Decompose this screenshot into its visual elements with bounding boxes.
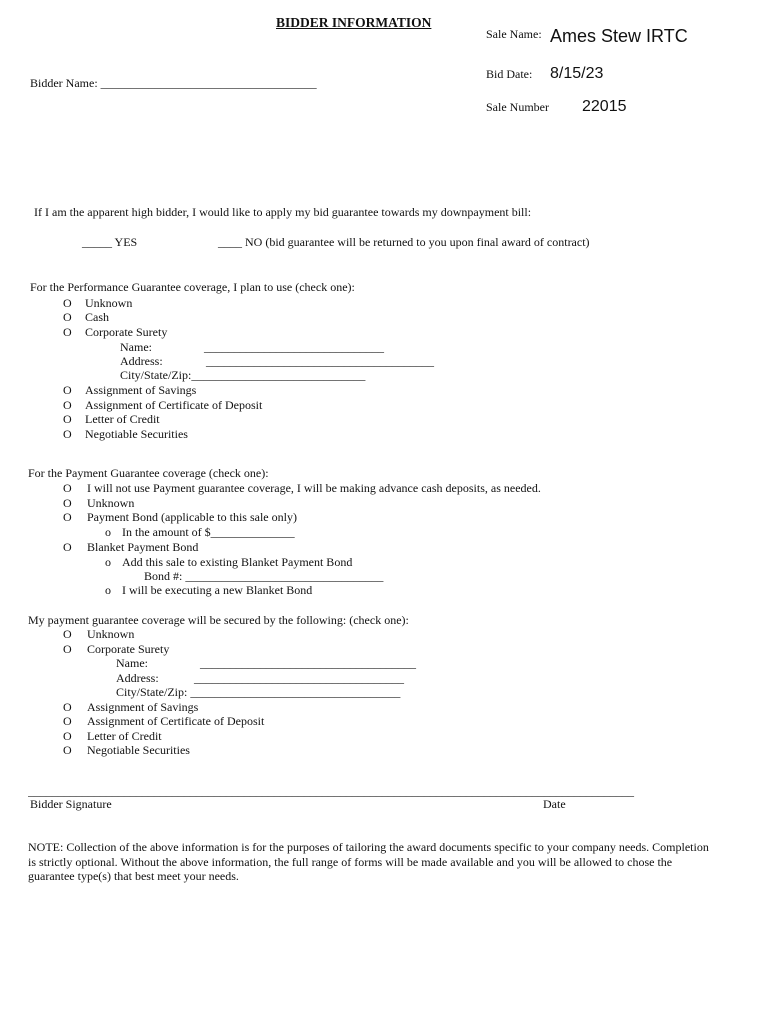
option-bullet: O xyxy=(63,714,72,728)
payment-option-unknown: Unknown xyxy=(87,496,135,510)
option-bullet: O xyxy=(63,296,72,310)
sale-number-value: 22015 xyxy=(582,98,627,115)
performance-option-negotiable: Negotiable Securities xyxy=(85,427,188,441)
payment-option-blanket: Blanket Payment Bond xyxy=(87,540,199,554)
performance-option-cd: Assignment of Certificate of Deposit xyxy=(85,398,263,412)
performance-option-loc: Letter of Credit xyxy=(85,412,160,426)
performance-option-savings: Assignment of Savings xyxy=(85,383,197,397)
option-bullet: O xyxy=(63,627,72,641)
performance-option-surety: Corporate Surety xyxy=(85,325,168,339)
payment-option-no-use: I will not use Payment guarantee coverage, I will be making advance cash deposits, as needed. xyxy=(87,481,541,495)
bid-guarantee-question: If I am the apparent high bidder, I would like to apply my bid guarantee towards my downpayment bill: xyxy=(34,205,532,219)
sub-bullet: o xyxy=(105,525,111,539)
bid-date-value: 8/15/23 xyxy=(550,65,604,82)
bid-guarantee-no: ____ NO (bid guarantee will be returned to you upon final award of contract) xyxy=(218,235,590,249)
page-title: BIDDER INFORMATION xyxy=(276,15,432,30)
option-bullet: O xyxy=(63,700,72,714)
signature-label: Bidder Signature xyxy=(30,797,112,811)
secured-option-cd: Assignment of Certificate of Deposit xyxy=(87,714,265,728)
option-bullet: O xyxy=(63,743,72,757)
option-bullet: O xyxy=(63,427,72,441)
option-bullet: O xyxy=(63,642,72,656)
secured-surety-name-label: Name: xyxy=(116,656,148,670)
option-bullet: O xyxy=(63,412,72,426)
secured-heading: My payment guarantee coverage will be secured by the following: (check one): xyxy=(28,613,409,627)
secured-surety-address-line: ___________________________________ xyxy=(194,671,404,685)
option-bullet: O xyxy=(63,481,72,495)
payment-bond-amount: In the amount of $______________ xyxy=(122,525,295,539)
option-bullet: O xyxy=(63,325,72,339)
option-bullet: O xyxy=(63,398,72,412)
sub-bullet: o xyxy=(105,583,111,597)
date-label: Date xyxy=(543,797,566,811)
bid-date-label: Bid Date: xyxy=(486,67,533,81)
sub-bullet: o xyxy=(105,555,111,569)
secured-surety-name-line: ____________________________________ xyxy=(200,656,416,670)
signature-line: _____________________________________________________________________________________________________ xyxy=(28,784,634,798)
payment-heading: For the Payment Guarantee coverage (check one): xyxy=(28,466,269,480)
secured-surety-city: City/State/Zip: ___________________________________ xyxy=(116,685,401,699)
sale-number-label: Sale Number xyxy=(486,100,549,114)
secured-option-negotiable: Negotiable Securities xyxy=(87,743,190,757)
secured-surety-address-label: Address: xyxy=(116,671,159,685)
performance-option-unknown: Unknown xyxy=(85,296,133,310)
option-bullet: O xyxy=(63,540,72,554)
sale-name-label: Sale Name: xyxy=(486,27,542,41)
secured-option-loc: Letter of Credit xyxy=(87,729,162,743)
payment-blanket-bond-number: Bond #: _________________________________ xyxy=(144,569,384,583)
performance-heading: For the Performance Guarantee coverage, I plan to use (check one): xyxy=(30,280,355,294)
option-bullet: O xyxy=(63,729,72,743)
option-bullet: O xyxy=(63,496,72,510)
sale-name-value: Ames Stew IRTC xyxy=(550,26,688,46)
bid-guarantee-yes: _____ YES xyxy=(82,235,138,249)
option-bullet: O xyxy=(63,510,72,524)
performance-surety-address-label: Address: xyxy=(120,354,163,368)
performance-surety-address-line: ______________________________________ xyxy=(206,354,434,368)
option-bullet: O xyxy=(63,310,72,324)
payment-blanket-add-existing: Add this sale to existing Blanket Payment Bond xyxy=(122,555,353,569)
bidder-name-field: Bidder Name: ____________________________________ xyxy=(30,76,317,90)
secured-option-surety: Corporate Surety xyxy=(87,642,170,656)
performance-surety-name-label: Name: xyxy=(120,340,152,354)
performance-surety-city: City/State/Zip:_____________________________ xyxy=(120,368,366,382)
payment-blanket-new: I will be executing a new Blanket Bond xyxy=(122,583,313,597)
secured-option-savings: Assignment of Savings xyxy=(87,700,199,714)
option-bullet: O xyxy=(63,383,72,397)
secured-option-unknown: Unknown xyxy=(87,627,135,641)
payment-option-bond: Payment Bond (applicable to this sale only) xyxy=(87,510,297,524)
note-paragraph: NOTE: Collection of the above information is for the purposes of tailoring the award documents specific to your company needs. Completion is strictly optional. Without the above information, the full range of forms will be made available and you will be allowed to chose the guarantee type(s) that best meet your needs. xyxy=(28,840,709,883)
performance-option-cash: Cash xyxy=(85,310,109,324)
performance-surety-name-line: ______________________________ xyxy=(204,340,384,354)
